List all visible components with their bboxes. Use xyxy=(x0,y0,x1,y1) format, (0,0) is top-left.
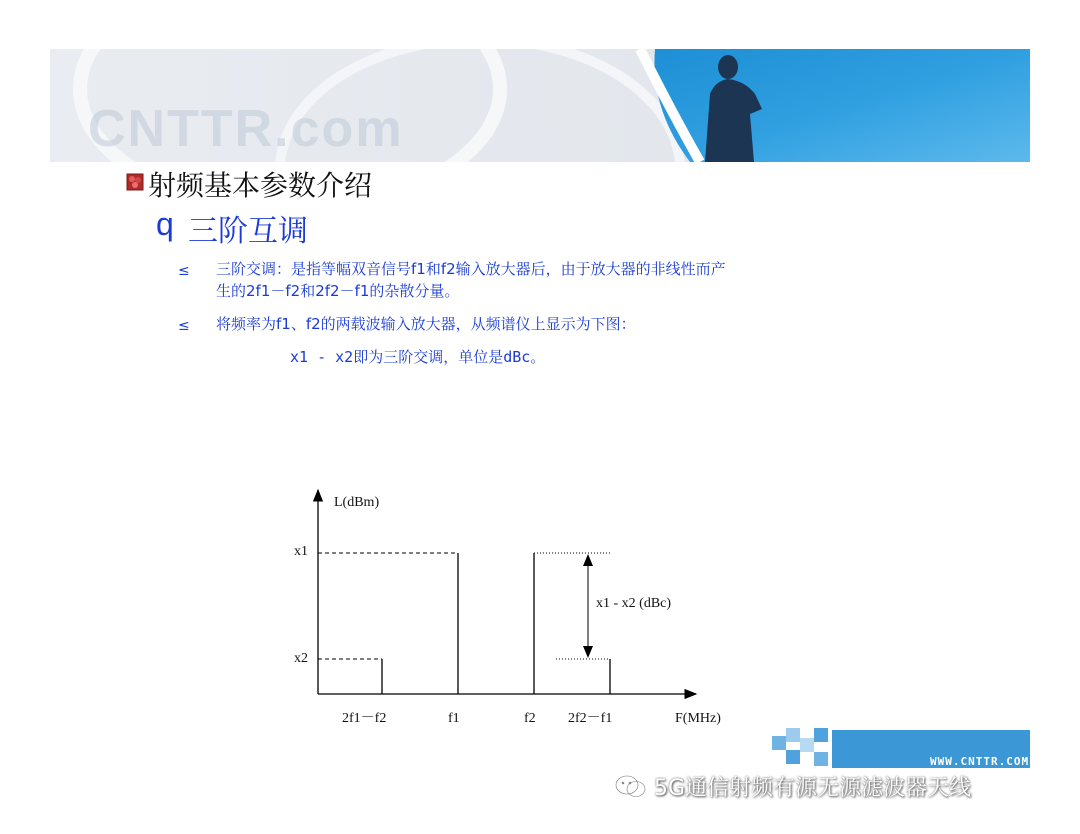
difference-label: x1 - x2 (dBc) xyxy=(596,596,672,611)
flower-bullet-icon xyxy=(126,173,144,191)
bullet-1-line-1: 三阶交调：是指等幅双音信号f1和f2输入放大器后，由于放大器的非线性而产 xyxy=(216,260,726,278)
section-title: 射频基本参数介绍 xyxy=(148,169,373,202)
intermod-spectrum-diagram xyxy=(280,470,750,730)
bullet-2-text: 将频率为f1、f2的两载波输入放大器，从频谱仪上显示为下图： xyxy=(216,315,636,333)
x-axis-label: F(MHz) xyxy=(675,711,721,726)
wechat-account-name: 5G通信射频有源无源滤波器天线 xyxy=(654,776,972,801)
wechat-icon xyxy=(614,774,648,800)
level-x1-label: x1 xyxy=(294,544,308,559)
header-banner xyxy=(50,49,1030,162)
banner-watermark: CNTTR.com xyxy=(88,100,404,158)
bullet-1-line-2: 生的2f1－f2和2f2－f1的杂散分量。 xyxy=(216,282,460,300)
tick-f1: f1 xyxy=(448,711,460,726)
level-x2-label: x2 xyxy=(294,651,308,666)
bullet-symbol-2: ≤ xyxy=(178,318,190,334)
tick-f2: f2 xyxy=(524,711,536,726)
wechat-watermark xyxy=(614,771,971,802)
definition-note: x1 - x2即为三阶交调，单位是dBc。 xyxy=(290,348,546,366)
bullet-symbol-1: ≤ xyxy=(178,263,190,279)
slide-subtitle: 三阶互调 xyxy=(188,214,308,249)
difference-arrow-head-bottom xyxy=(583,646,593,658)
tick-2f2-f1: 2f2－f1 xyxy=(568,711,613,726)
tick-2f1-f2: 2f1－f2 xyxy=(342,711,387,726)
y-axis-label: L(dBm) xyxy=(334,495,380,510)
subtitle-bullet-marker: q xyxy=(156,206,174,242)
difference-arrow-head-top xyxy=(583,554,593,566)
footer-url: WWW.CNTTR.COM xyxy=(930,755,1030,768)
